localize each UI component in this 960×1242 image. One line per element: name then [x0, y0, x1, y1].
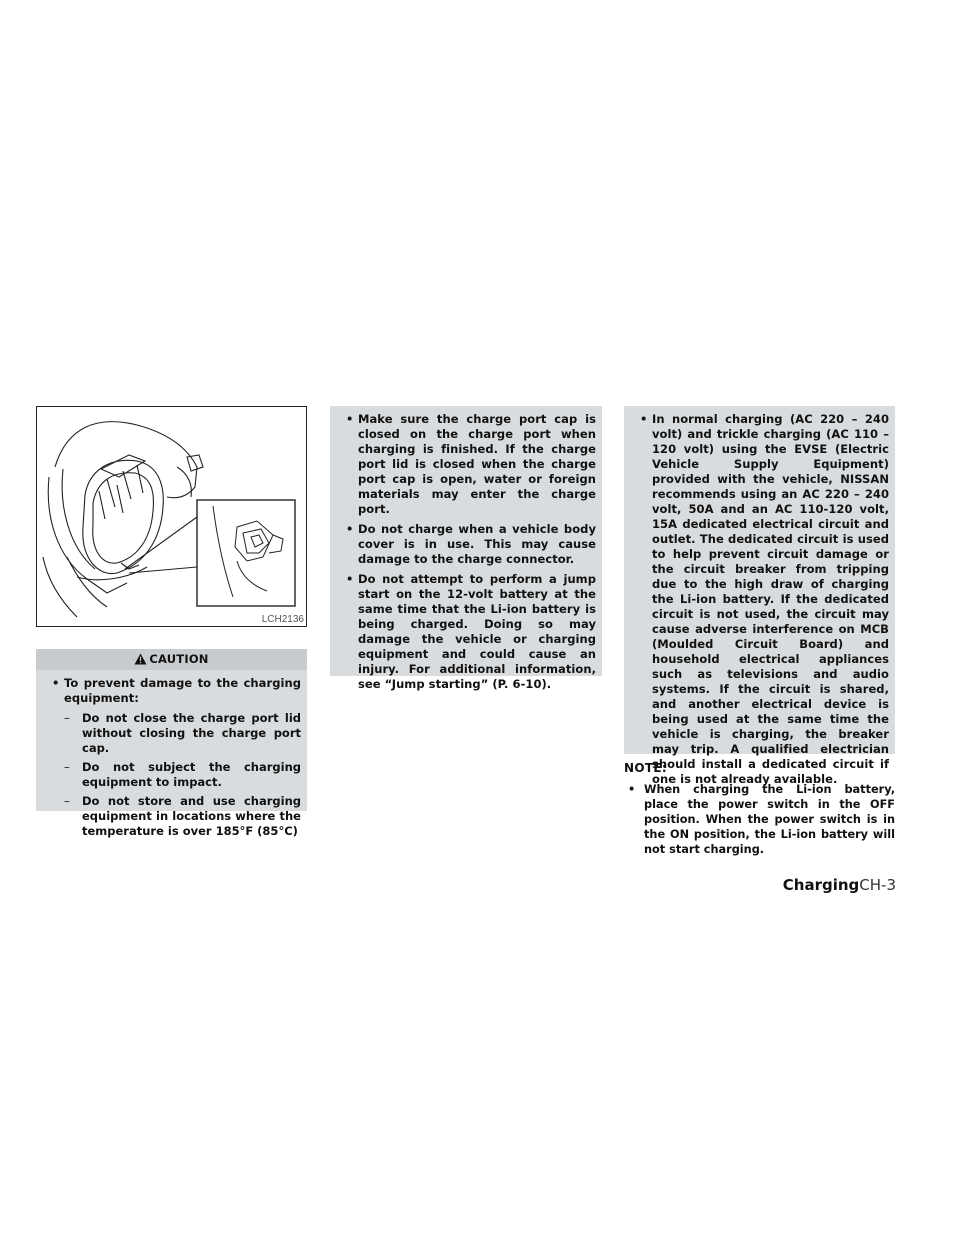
page-footer — [783, 876, 896, 894]
caution-item: • Do not charge when a vehicle body cover is in use. This may cause damage to the charge connector. — [346, 522, 596, 566]
caution-heading-text: CAUTION — [149, 652, 209, 666]
caution-item: • Do not attempt to perform a jump start on the 12-volt battery at the same time that the Li-ion battery is being charged. Doing so may damage the vehicle or charging equipment and could cause an injury. For additional information, see “Jump starting” (P. 6-10). — [346, 572, 596, 691]
caution-continued-box — [330, 406, 602, 691]
illustration-figure — [36, 406, 307, 627]
note-body — [624, 782, 895, 857]
charge-port-illustration — [37, 407, 307, 627]
caution-item: • To prevent damage to the charging equipment: — [52, 676, 301, 705]
caution-subitem: – Do not store and use charging equipment in locations where the temperature is over 185°F (85°C) — [64, 794, 301, 838]
caution-box — [36, 670, 307, 838]
footer-section: Charging — [782, 876, 860, 894]
figure-code: LCH2136 — [261, 614, 304, 625]
caution-item: • Make sure the charge port cap is closed on the charge port when charging is finished. If the charge port lid is closed when the charge port cap is open, water or foreign materials may enter the charge port. — [346, 412, 596, 516]
caution-heading — [36, 649, 307, 670]
note-item: • When charging the Li-ion battery, place the power switch in the OFF position. When the power switch is in the ON position, the Li-ion battery will not start charging. — [628, 783, 895, 856]
warning-triangle-icon — [134, 651, 147, 672]
page-number: CH-3 — [859, 876, 896, 894]
caution-subitem: – Do not close the charge port lid without closing the charge port cap. — [64, 711, 301, 755]
note-title: NOTE: — [624, 761, 667, 775]
caution-item: • In normal charging (AC 220 – 240 volt) and trickle charging (AC 110 – 120 volt) using the EVSE (Electric Vehicle Supply Equipment) provided with the vehicle, NISSAN recommends using an AC 220 – 240 volt, 50A and an AC 110-120 volt, 15A dedicated electrical circuit and outlet. The dedicated circuit is used to help prevent circuit damage or the circuit breaker from tripping due to the high draw of charging the Li-ion battery. If the dedicated circuit is not used, the circuit may cause adverse interference on MCB (Moulded Circuit Board) and household electrical appliances such as televisions and audio systems. If the circuit is shared, and another electrical device is being used at the same time the vehicle is charging, the breaker may trip. A qualified electrician should install a dedicated circuit if one is not already available. — [640, 412, 889, 786]
caution-subitem: – Do not subject the charging equipment to impact. — [64, 760, 301, 789]
